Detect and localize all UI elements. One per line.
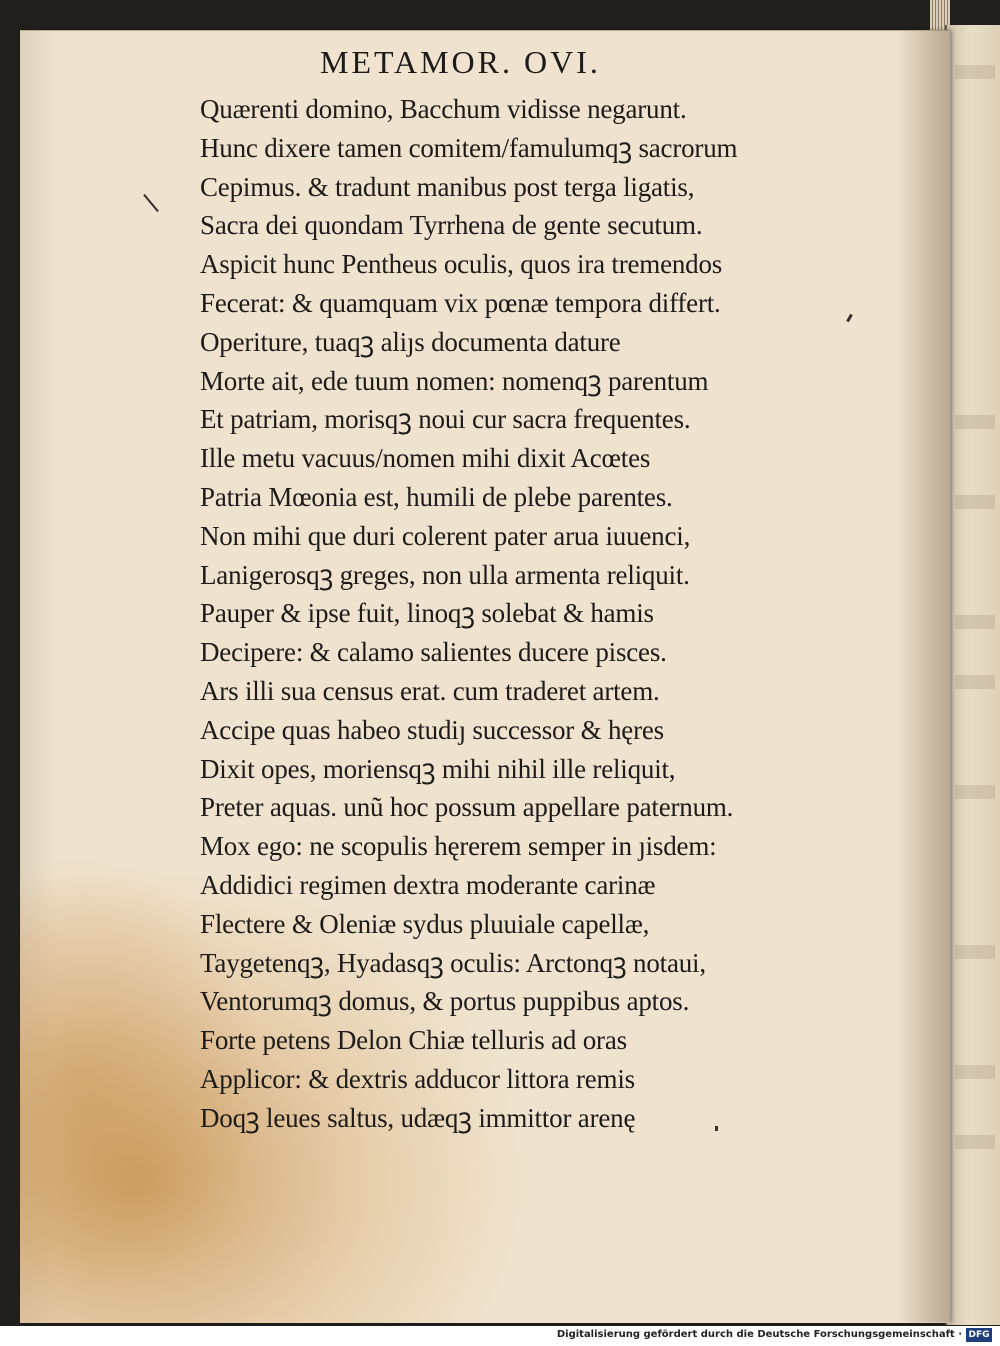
- verse-line: Decipere: & calamo salientes ducere pisces.: [200, 637, 667, 668]
- verse-line: Pauper & ipse fuit, linoqꝫ solebat & hamis: [200, 598, 654, 629]
- stray-mark: [715, 1126, 718, 1131]
- verse-line: Addidici regimen dextra moderante carinæ: [200, 869, 656, 900]
- verse-line: Flectere & Oleniæ sydus pluuiale capellæ,: [200, 908, 650, 939]
- verse-line: Aspicit hunc Pentheus oculis, quos ira tremendos: [200, 249, 723, 280]
- verse-line: Hunc dixere tamen comitem/famulumqꝫ sacrorum: [200, 132, 738, 163]
- verse-line: Forte petens Delon Chiæ telluris ad oras: [200, 1025, 627, 1056]
- verse-line: Patria Mœonia est, humili de plebe parentes.: [200, 481, 673, 512]
- verse-line: Quærenti domino, Bacchum vidisse negarunt.: [200, 94, 687, 124]
- verse-line: Taygetenqꝫ, Hyadasqꝫ oculis: Arctonqꝫ notaui,: [200, 947, 706, 978]
- verse-line: Mox ego: ne scopulis hęrerem semper in ȷisdem:: [200, 831, 717, 862]
- bleed-through-mark: [955, 675, 995, 689]
- verse-line: Operiture, tuaqꝫ aliȷs documenta dature: [200, 326, 621, 357]
- verse-line: Non mihi que duri colerent pater arua iuuenci,: [200, 520, 691, 551]
- verse-line: Doqꝫ leues saltus, udæqꝫ immittor arenę: [200, 1102, 636, 1133]
- bleed-through-mark: [955, 785, 995, 799]
- running-head: METAMOR. OVI.: [320, 44, 601, 80]
- verse-line: Morte ait, ede tuum nomen: nomenqꝫ parentum: [200, 365, 709, 396]
- verse-line: Lanigerosqꝫ greges, non ulla armenta reliquit.: [200, 559, 690, 590]
- verse-line: Dixit opes, moriensqꝫ mihi nihil ille reliquit,: [200, 753, 676, 784]
- verse-line: Applicor: & dextris adducor littora remis: [200, 1063, 635, 1094]
- bleed-through-mark: [955, 1135, 995, 1149]
- verse-line: Ille metu vacuus/nomen mihi dixit Acœtes: [200, 443, 651, 474]
- bleed-through-mark: [955, 945, 995, 959]
- verse-line: Ventorumqꝫ domus, & portus puppibus aptos.: [200, 986, 690, 1017]
- verse-line: Fecerat: & quamquam vix pœnæ tempora differt.: [200, 287, 721, 318]
- verse-line: Accipe quas habeo studiȷ successor & hęres: [200, 714, 664, 745]
- footer-credit: Digitalisierung gefördert durch die Deutsche Forschungsgemeinschaft ·: [556, 1329, 962, 1340]
- gutter-shadow: [900, 30, 950, 1322]
- verse-line: Preter aquas. unũ hoc possum appellare paternum.: [200, 792, 734, 823]
- verse-text: [200, 90, 820, 1138]
- verse-line: Cepimus. & tradunt manibus post terga ligatis,: [200, 171, 695, 202]
- facing-page: [945, 25, 1000, 1325]
- verse-line: Ars illi sua census erat. cum traderet artem.: [200, 675, 660, 706]
- verse-line: Et patriam, morisqꝫ noui cur sacra frequentes.: [200, 404, 691, 435]
- bleed-through-mark: [955, 415, 995, 429]
- bleed-through-mark: [955, 1065, 995, 1079]
- dfg-logo-icon: DFG: [966, 1328, 992, 1342]
- verse-line: Sacra dei quondam Tyrrhena de gente secutum.: [200, 210, 703, 241]
- bleed-through-mark: [955, 65, 995, 79]
- bleed-through-mark: [955, 495, 995, 509]
- bleed-through-mark: [955, 615, 995, 629]
